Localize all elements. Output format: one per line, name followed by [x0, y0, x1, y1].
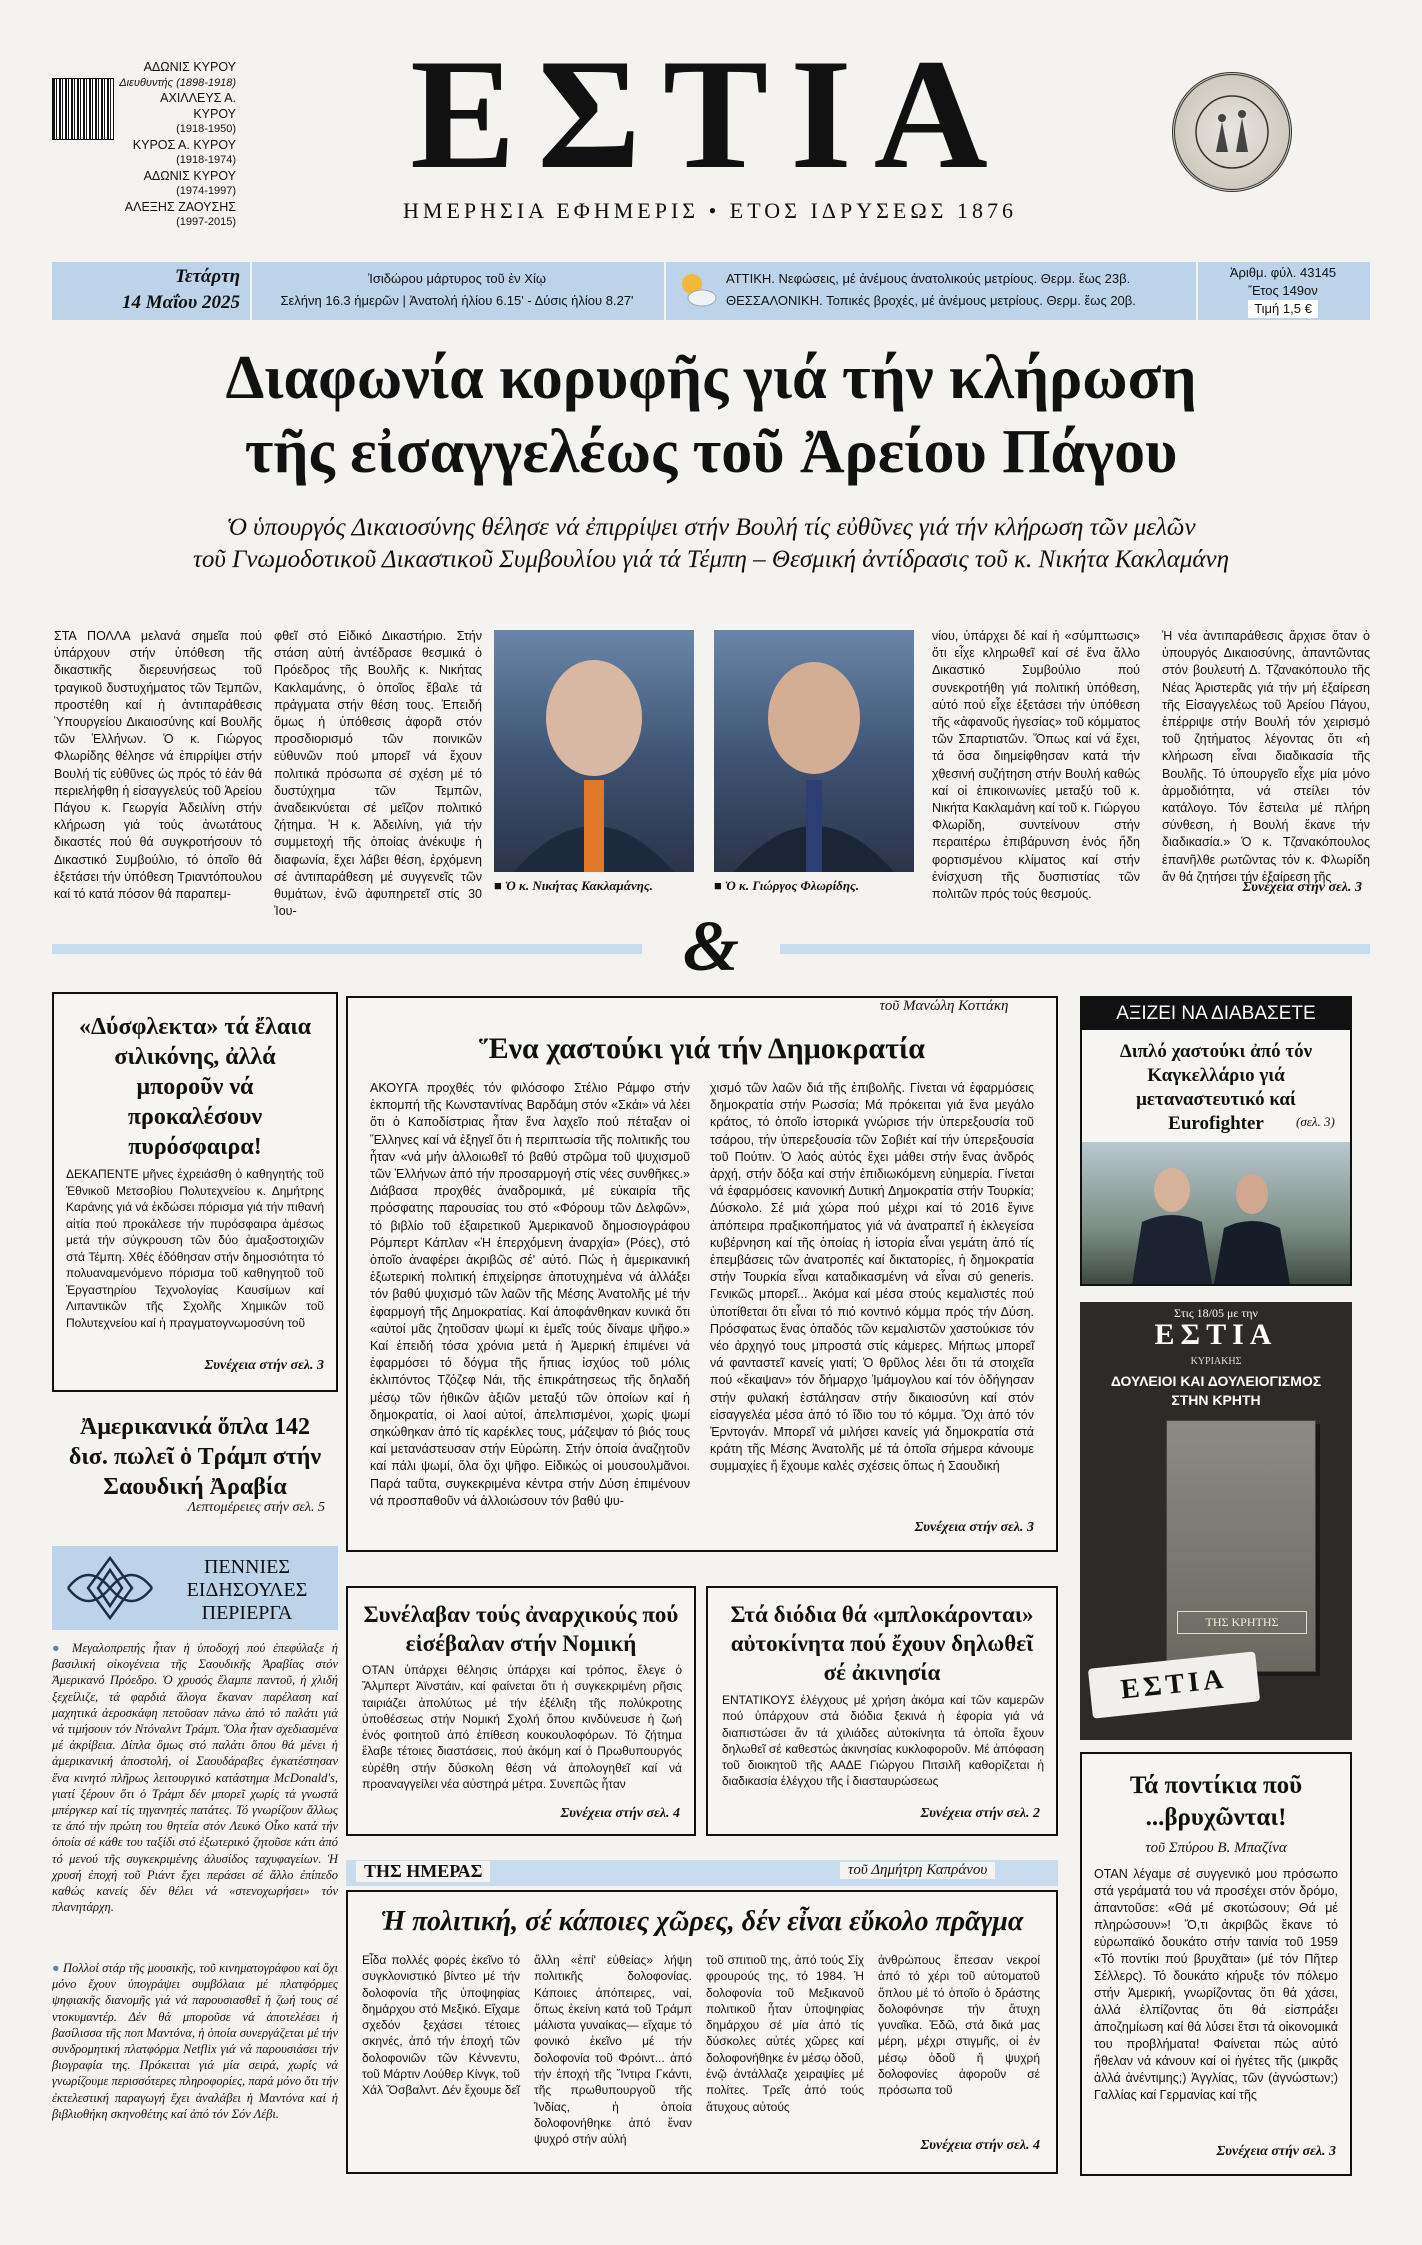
silicon-headline: «Δύσφλεκτα» τά ἔλαια σιλικόνης, ἀλλά μποροῦν νά προκαλέσουν πυρόσφαιρα!	[78, 1014, 312, 1160]
tolls-headline: Στά διόδια θά «μπλοκάρονται» αὐτοκίνητα πού ἔχουν δηλωθεῖ σέ ἀκινησία	[730, 1602, 1034, 1685]
tis-imeras-label: ΤΗΣ ΗΜΕΡΑΣ	[356, 1861, 490, 1882]
arms-headline: Ἀμερικανικά ὅπλα 142 δισ. πωλεῖ ὁ Τράμπ στήν Σαουδική Ἀραβία	[68, 1414, 322, 1500]
opinion-headline: Ἕνα χαστούκι γιά τήν Δημοκρατία	[478, 1032, 926, 1065]
pontikia-author: τοῦ Σπύρου Β. Μπαζίνα	[1145, 1840, 1287, 1856]
tis-imeras-col-3: τοῦ σπιτιοῦ της, ἀπό τούς Σίχ φρουρούς της, τό 1984. Ἡ δολοφονία τοῦ Μεξικανοῦ πολιτικοῦ ἦταν ὑποψηφίας δημάρχου σέ μία ἀπό τίς δύσκολες αὐτές χῶρες καί δολοφονήθηκε ἐν μέσῳ ὁδοῦ, ἐνῷ ἀντάλλαζε χειραψίες μέ πολίτες. Τρεῖς ἀπό τούς ἄτυχους αὐτούς	[706, 1953, 864, 2114]
date: 14 Μαΐου 2025	[122, 292, 240, 313]
masthead-subtitle: ΗΜΕΡΗΣΙΑ ΕΦΗΜΕΡΙΣ • ΕΤΟΣ ΙΔΡΥΣΕΩΣ 1876	[403, 198, 1017, 223]
lead-headline-2: τῆς εἰσαγγελέως τοῦ Ἀρείου Πάγου	[244, 418, 1178, 486]
weather-attiki: ΑΤΤΙΚΗ. Νεφώσεις, μέ ἀνέμους ἀνατολικούς μετρίους. Θερμ. ἕως 23β.	[726, 271, 1131, 286]
promo-paper: ΕΣΤΙΑ	[1154, 1318, 1278, 1351]
tis-imeras-col-4: ἀνθρώπους ἔπεσαν νεκροί ἀπό τό χέρι τοῦ αὐτοματοῦ ὅπλου μέ τό ὁποῖο ὁ δράστης δολοφόνησε τήν ἄτυχη γυναῖκα. Ἐδῶ, στά δικά μας μέρη, μέχρι στιγμῆς, οἱ ἐν μέσῳ ὁδοῦ ἤ ψυχρή δολοφονίες ἀφοροῦν σέ πρόσωπα τοῦ	[878, 1953, 1040, 2098]
promo-small: ΚΥΡΙΑΚΗΣ	[1190, 1356, 1242, 1367]
weather-icon	[676, 268, 720, 312]
lead-col-4: Ἡ νέα ἀντιπαράθεσις ἄρχισε ὅταν ὁ ὑπουργός Δικαιοσύνης, ἀπαντῶντας στόν βουλευτή Δ. Τζανακόπουλο τῆς Νέας Ἀριστερᾶς γιά τήν μή ἐξαίρεση τῆς Εἰσαγγελέως τοῦ Ἀρείου Πάγου, ἐπέρριψε στήν Βουλή τόν χειρισμό τοῦ ζητήματος λέγοντας ὅτι «ἡ κλήρωση εἶναι διαδικασία τῆς Βουλῆς. Τό ὑπουργεῖο εἶχε μία μόνο ἁρμοδιότητα, νά στείλει τόν κατάλογο. Τόν ἔστειλα μέ πλήρη σύνθεση, ἡ Βουλή ἔκανε τήν διαδικασία.» Ὁ κ. Τζανακόπουλος ἐπανῆλθε ρωτῶντας τόν κ. Φλωρίδη ἄν θά ζητήσει τήν ἐξαίρεση τῆς	[1162, 629, 1370, 884]
tolls-continued: Συνέχεια στήν σελ. 2	[920, 1806, 1040, 1821]
arms-continued: Λεπτομέρειες στήν σελ. 5	[187, 1500, 325, 1515]
seal-emblem	[1172, 72, 1292, 192]
pontikia-headline: Τά ποντίκια ποῦ ...βρυχῶνται!	[1129, 1772, 1303, 1831]
law-school-body: ΟΤΑΝ ὑπάρχει θέλησις ὑπάρχει καί τρόπος, ἔλεγε ὁ Ἄλμπερτ Ἀϊνστάιν, καί φαίνεται ὅτι ἡ συγκεκριμένη ρῆσις ταιριάζει ἀπολύτως μέ τήν ἐξέλιξη τῆς πολύκροτης ὑποθέσεως στήν Νομική Σχολή ὅπου κινδύνευσε ἡ ζωή ἑνός φοιτητοῦ ἀπό ἐπίθεση κουκουλοφόρων. Τό ζήτημα ἔλαβε τέτοιες διαστάσεις, πού ἀκόμη καί ὁ Πρωθυπουργός εὑρέθη στήν δύσκολη θέση νά ἀπολογηθεῖ καί νά προαναγγείλει νέα αὐστηρά μέτρα. Συνεπῶς ἦταν	[362, 1663, 682, 1792]
pontikia-continued: Συνέχεια στήν σελ. 3	[1216, 2144, 1336, 2159]
axizei-headline: Διπλό χαστούκι ἀπό τόν Καγκελλάριο γιά μεταναστευτικό καί Eurofighter	[1119, 1041, 1313, 1134]
law-school-headline: Συνέλαβαν τούς ἀναρχικούς πού εἰσέβαλαν στήν Νομική	[363, 1602, 679, 1656]
lead-col-3: νίου, ὑπάρχει δέ καί ἡ «σύμπτωσις» ὅτι εἶχε κληρωθεῖ καί σέ ἕνα ἄλλο Δικαστικό Συμβούλιο πού συνεκροτήθη γιά πολιτική ὑπόθεση, αὐτό πού εἶχε ἐξετάσει τήν ὑπόθεση τῆς «ἀφανοῦς ἠγεσίας» τοῦ κόμματος τῶν Σπαρτιατῶν. Ὅπως καί νά ἔχει, τά ὅσα διημείφθησαν κατά τήν χθεσινή συζήτηση στήν Βουλή καθώς καί οἱ ἐπικοινωνίες μεταξύ τοῦ κ. Νικήτα Κακλαμάνη καί τοῦ κ. Γιώργου Φλωρίδη, συντείνουν στήν περαιτέρω ἐπιβάρυνση ἑνός ἤδη φορτισμένου κλίματος καί στήν ἐνίσχυση τῆς δυσπιστίας τῶν πολιτῶν πρός τούς θεσμούς.	[932, 629, 1140, 902]
caption-kaklamanis: ■ Ὁ κ. Νικήτας Κακλαμάνης.	[494, 878, 653, 893]
day: Τετάρτη	[175, 266, 240, 287]
almanac: Ἰσιδώρου μάρτυρος τοῦ ἐν Χίῳ Σελήνη 16.3 ἡμερῶν | Ἀνατολή ἡλίου 6.15' - Δύσις ἡλίου 8.27'	[280, 271, 634, 308]
tis-imeras-headline: Ἡ πολιτική, σέ κάποιες χῶρες, δέν εἶναι εὔκολο πρᾶγμα	[380, 1906, 1024, 1937]
opinion-col-1: ΑΚΟΥΓΑ προχθές τόν φιλόσοφο Στέλιο Ράμφο στήν ἐκπομπή τῆς Κωνσταντίνας Βαρδάμη στόν «Σκάι» νά λέει ὅτι ὁ Καποδίστριας ἦταν ἕνα λαχεῖο πού πέταξαν οἱ Ἕλληνες καί νά ἐξηγεῖ ὅτι ἡ περιπτωσία τῆς πολιτικῆς του ἦταν «νά μήν ἀλλοιωθεῖ τό βαθύ στρῶμα τοῦ ψυχισμοῦ τῶν Ἑλλήνων ἀπό τήν προσαρμογή στίς νέες συνθῆκες.» Διάβασα προχθές ἀναδρομικά, μέ εὐκαιρία τῆς πρόσφατης παρουσίας του στό «Φόρουμ τῶν Δελφῶν», τό βιβλίο τοῦ ἐξαιρετικοῦ Ἀμερικανοῦ δημοσιογράφου Ρόμπερτ Κάπλαν «Ἡ ἐπερχόμενη ἀναρχία» (Ρόες), στό ὁποῖο ἀναφέρει ἀκριβῶς σέ' αὐτό. Πώς ἡ ἀμερικανική ἐξωτερική πολιτική ἐπιχείρησε ἀποτυχημένα νά ἀλλάξει τόν βαθύ ψυχισμό τῶν λαῶν τῆς Μέσης Ἀνατολῆς μέ τήν ἐφαρμογή τῆς Δημοκρατίας. Καί ἀποφάνθηκαν κυνικά ὅτι «αὐτοί μᾶς ζητοῦσαν ψωμί κι ἐμεῖς τούς δίναμε ψῆφο.» Καί ἐπειδή τόσα χρόνια μετά ἡ Ἀμερική ἐπιμένει νά ἐφαρμόσει τό δόγμα τῆς ἤπιας ἰσχύος τοῦ μόλις ἐκλιπόντος Τζόζεφ Νάι, τῆς ἐπικράτησεως τῆς δηλαδή μέσῳ τῶν ἠθικῶν ἀξιῶν μεταξύ τῶν ὁποίων καί ἡ δημοκρατία, οἱ λαοί αὐτοί, ἀπελπισμένοι, χωρίς ψωμί σηκώθηκαν ἀπό τίς καρέκλες τους, μάζεψαν τό βιός τους καί μετανάστευσαν στήν Εὐρώπη. Στήν ὁποία ἀναζητοῦν καί πάλι ψωμί, ὅλα ὅχι ψῆφο. Εἰδικώς οἱ μουσουλμᾶνοι. Παρά ταῦτα, συγκεκριμένα κέντρα στήν Δύση ἐπιμένουν νά προσπαθοῦν νά ἀλλοιώσουν τόν βαθύ ψυ-	[370, 1081, 690, 1508]
promo-book: ΤΗΣ ΚΡΗΤΗΣ	[1166, 1420, 1316, 1672]
caption-floridis: ■ Ὁ κ. Γιώργος Φλωρίδης.	[714, 878, 860, 893]
tis-imeras-continued: Συνέχεια στήν σελ. 4	[920, 2138, 1040, 2153]
divider-left	[52, 944, 642, 954]
lead-subhead: Ὁ ὑπουργός Δικαιοσύνης θέλησε νά ἐπιρρίψει στήν Βουλή τίς εὐθῦνες γιά τήν κλήρωση τῶν μελῶν τοῦ Γνωμοδοτικοῦ Δικαστικοῦ Συμβουλίου γιά τά Τέμπη – Θεσμική ἀντίδρασις τοῦ κ. Νικήτα Κακλαμάνη	[192, 514, 1230, 573]
tis-imeras-author: τοῦ Δημήτρη Καπράνου	[840, 1862, 995, 1879]
promo-banner: ΕΣΤΙΑ	[1088, 1651, 1260, 1718]
opinion-author: τοῦ Μανώλη Κοττάκη	[846, 998, 1042, 1015]
pennies-ornament-icon	[60, 1552, 160, 1624]
opinion-col-2: χισμό τῶν λαῶν διά τῆς ἐπιβολῆς. Γίνεται νά ἐφαρμόσεις δημοκρατία στήν Ρωσσία; Μά πρόκειται γιά ἕνα μεγάλο κράτος, τό ὁποῖο ἱστορικά γνώρισε τήν ὑπερεξουσία τοῦ τσάρου, τήν ὑπερεξουσία τῶν Σοβιέτ καί τήν ὑπερεξουσία τοῦ Πούτιν. Ὁ λαός αὐτός ἔχει μάθει στήν ἕνας ἀνδρός ἀρχή, στήν δόξα καί στήν ἐπιδιωκόμενη εὐημερία. Γίνεται νά ἐφαρμόσεις κανονική Δυτική Δημοκρατία στήν Τουρκία; Δύσκολο. Σέ μιά χώρα πού μέχρι καί τό 2016 ἔγινε ἀπόπειρα πραξικοπήματος γιά νά ἀνατραπεῖ ἡ ἐκλεγείσα κυβέρνηση καί τῆς ὁποίας ἡ ἱστορία εἶναι γεμάτη ἀπό τίς ἐπεμβάσεις τῶν ἀνατροπές καί δικτατορίες, ἡ δημοκρατία στήν Τουρκία εἶναι καταδικασμένη νά εἶναι σύ generis. Γενικῶς μπορεῖ... Ἀκόμα καί μέσα στούς κεμαλιστές πού ὑποτίθεται ὅτι εἶναι τό πιό κοντινό κόμμα πρός τήν Δύση. Πρόσφατως ἕνας ὀπαδός τῶν κεμαλιστῶν χαστούκισε τόν νέο ἀρχηγό τους μπροστά στίς κάμερες. Μήπως μπορεῖ νά φανταστεῖ κανείς γιατί; Ὁ θρῦλος λέει ὅτι τά στοιχεῖα πού «ἔκαψαν» τόν δήμαρχο Ἰμάμογλου καί τόν ὁδήγησαν στήν φυλακή ἐστάλησαν στήν δικαιοσύνη καί στόν εἰσαγγελέα μέσα ἀπό τό ἴδιο του τό κόμμα. Ὄχι ἀπό τόν Ἐρντογάν. Μπορεῖ νά μιλήσει κανείς γιά δημοκρατία στά κράτη τῆς Μέσης Ἀνατολῆς μέ τά ὁποῖα σήμερα κάνουμε συμμαχίες ἤ ἔχουμε καλές σχέσεις ὅπως ἡ Σαουδική	[710, 1081, 1034, 1474]
pennies-item-2: ● Πολλοί στάρ τῆς μουσικῆς, τοῦ κινηματογράφου καί ὅχι μόνο ἔχουν ὑπογράψει συμβόλαια μέ πλατφόρμες ψηφιακῆς διανομῆς γιά νά παρουσιασθεῖ ἡ ζωή τους σέ ντοκυμαντέρ. Δέν θά μποροῦσε νά ἀποτελέσει ἡ βασίλισσα τῆς ποπ Μαντόνα, ἡ ὁποία συνεργάζεται μέ τήν συνδρομητική πλατφόρμα Netflix γιά νά παρουσιάσει τήν βιογραφία της. Πρόκειται γιά μία σειρά, χωρίς νά γνωρίζουμε περισσότερες πληροφορίες, παρά μόνο ὅτι τήν ἐκτελεστική παραγωγή ἔχει ἀναλάβει ἡ Μαντόνα καί ἡ βιβλιοθήκη σκηνοθέτης καί ἀπό τόν Σόν Λέβι.	[52, 1961, 338, 2121]
ampersand: &	[682, 906, 739, 986]
axizei-photo	[1082, 1142, 1350, 1284]
barcode	[52, 78, 114, 140]
founders-list: ΑΔΩΝΙΣ ΚΥΡΟΥ Διευθυντής (1898-1918) ΑΧΙΛΛΕΥΣ Α. ΚΥΡΟΥ (1918-1950) ΚΥΡΟΣ Α. ΚΥΡΟΥ (1918-1974) ΑΔΩΝΙΣ ΚΥΡΟΥ (1974-1997) ΑΛΕΞΗΣ ΖΑΟΥΣΗΣ (1997-2015)	[119, 60, 236, 228]
pennies-label: ΠΕΝΝΙΕΣ ΕΙΔΗΣΟΥΛΕΣ ΠΕΡΙΕΡΓΑ	[186, 1556, 308, 1624]
photo-kaklamanis	[494, 630, 694, 872]
price: Τιμή 1,5 €	[1248, 300, 1318, 318]
axizei-page: (σελ. 3)	[1296, 1114, 1335, 1129]
silicon-body: ΔΕΚΑΠΕΝΤΕ μῆνες ἐχρειάσθη ὁ καθηγητής τοῦ Ἐθνικοῦ Μετσοβίου Πολυτεχνείου κ. Δημήτρης Καράνης γιά νά ἐκδώσει πόρισμα γιά τήν πιθανή αἰτία πού προκάλεσε τήν πυρόσφαιρα ἀμέσως μετά τήν σύγκρουση τῶν δύο ἁμαξοστοιχιῶν στά Τέμπη. Χθές ἐδόθησαν στήν δημοσιότητα τό πολυαναμενόμενο πόρισμα τοῦ καθηγητοῦ τοῦ Ἐργαστηρίου Τεχνολογίας Καυσίμων καί Λιπαντικῶν τῆς Σχολῆς Χημικῶν τοῦ Πολυτεχνείου καί ἡ πραγματογνωμοσύνη τοῦ	[66, 1167, 324, 1330]
lead-col-1: ΣΤΑ ΠΟΛΛΑ μελανά σημεῖα πού ὑπάρχουν στήν ὑπόθεση τῆς δικαστικῆς διερευνήσεως τοῦ τραγικοῦ δυστυχήματος τῶν Τεμπῶν, προστέθη καί ἡ ἀντιπαράθεσις Ὑπουργείου Δικαιοσύνης καί Βουλῆς τῶν Ἑλλήνων. Ὁ κ. Γιώργος Φλωρίδης θέλησε νά ἐπιρρίψει στήν Βουλή τίς εὐθῦνες ὡς πρός τό ἐάν θά περιελήφθη ἡ εἰσαγγελεύς τοῦ Ἀρείου Πάγου κ. Γεωργία Ἀδειλίνη στήν κλήρωση γιά τούς ἀνωτάτους δικαστές πού θά συγκροτήσουν τό Δικαστικό Συμβούλιο, τό ὁποῖο θά ἐξετάσει τήν ὑπόθεση Τριαντόπουλου καί τό κατά πόσον θά παραπεμ-	[54, 629, 262, 902]
pennies-item-1: ● Μεγαλοπρεπής ἦταν ἡ ὑποδοχή πού ἐπεφύλαξε ἡ βασιλική οἰκογένεια τῆς Σαουδικῆς Ἀραβίας στόν Ἀμερικανό Πρόεδρο. Ὁ χρυσός ἔλαμπε παντοῦ, ἡ χλιδή ξεχείλιζε, τά φαρδιά ἄλογα ἔκαναν παρέλαση καί μαχητικά ἀεροσκάφη πετοῦσαν πάνω ἀπό τό παλάτι γιά νά τιμήσουν τόν Ντόναλντ Τράμπ. Ὅλα ἦταν σχεδιασμένα μέ ἀκρίβεια. Δίπλα ὅμως στό παλάτι ὅπου θά μένει ἡ ἀμερικανική ἀποστολή, οἱ Σαουδάραβες ἐγκατέστησαν ἕνα κινητό πλῆρως λειτουργικό κατάστημα McDonald's, γιατί ξέρουν ὅτι ὁ Τράμπ δέν μπορεῖ χωρίς τά γνωστά μπέργκερ καί τίς τηγανητές πατάτες. Τό γνωρίζουν ἄλλως τε ἀπό τήν πρώτη του θητεία στόν Λευκό Οἶκο κατά τήν ὁποία σέ κάθε του ταξίδι στό ἐξωτερικό ζητοῦσε κάτι ἀπό τό μενού τῆς συγκεκριμένης ἁλυσίδος ταχυφαγείων. Ἡ χρυσή ἐποχή τοῦ Ριάντ ἔχει περάσει σέ ἄλλο ἐπίπεδο καθώς κανείς δέν θέλει νά «στενοχωρήσει» τόν πλανητάρχη.	[52, 1641, 338, 1915]
law-school-continued: Συνέχεια στήν σελ. 4	[560, 1806, 680, 1821]
promo-top: Στις 18/05 με την	[1174, 1306, 1258, 1320]
lead-continued: Συνέχεια στήν σελ. 3	[1242, 880, 1362, 895]
date-block	[60, 264, 240, 316]
tis-imeras-col-2: ἄλλη «ἐπί' εὐθείας» λήψη πολιτικῆς δολοφονίας. Κάποιες ἀπόπειρες, ναί, ὅπως ἐκείνη κατά τοῦ Τράμπ μάλιστα γυναίκας— εἴχαμε τό φονικό ἐκεῖνο μέ τήν δολοφονία τοῦ Φρόιντ... ἀπό τήν ἐποχή τῆς Ἴντιρα Γκάντι, τῆς πρωθυπουργοῦ τῆς Ἰνδίας, ἡ ὁποία δολοφονήθηκε ἀπό ἕναν ψυχρό στήν αὐλή	[534, 1953, 692, 2147]
silicon-continued: Συνέχεια στήν σελ. 3	[204, 1358, 324, 1373]
axizei-label: ΑΞΙΖΕΙ ΝΑ ΔΙΑΒΑΣΕΤΕ	[1082, 998, 1350, 1030]
tolls-body: ΕΝΤΑΤΙΚΟΥΣ ἐλέγχους μέ χρήση ἀκόμα καί τῶν καμερῶν πού ὑπάρχουν στά διόδια ξεκινά ἡ ἐφορία γιά νά διαπιστώσει ἄν τά χιλιάδες αὐτοκίνητα τά ὁποῖα ἔχουν δηλωθεῖ σέ καθεστώς ἀκινησίας κυκλοφοροῦν. Μέ ἀπόφαση τοῦ διοικητοῦ τῆς ΑΑΔΕ Γιώργου Πιτσιλῆ καθορίζεται ἡ διαδικασία ἐλέγχου τῆς ἰ διασταυρώσεως	[722, 1693, 1044, 1789]
issue-info: Ἀριθμ. φύλ. 43145 Ἔτος 149ον Τιμή 1,5 €	[1229, 265, 1337, 316]
lead-col-2: φθεῖ στό Εἰδικό Δικαστήριο. Στήν στάση αὐτή ἀντέδρασε θεσμικά ὁ Πρόεδρος τῆς Βουλῆς κ. Νικήτας Κακλαμάνης, ὁ ὁποῖος ἔβαλε τά πράγματα στήν θέση τους. Ἐπειδή ὅμως ἡ ὑπόθεσις ἀφορᾶ στόν προσδιορισμό τῶν ποινικῶν εὐθυνῶν πού μπορεῖ νά ἔχουν πολιτικά πρόσωπα σέ σχέση μέ τό δυστύχημα τῶν Τεμπῶν, ἀναδεικνύεται σέ μεῖζον πολιτικό ζήτημα. Ἡ κ. Ἀδειλίνη, γιά τήν συμμετοχή τῆς ὁποίας ἀνέκυψε ἡ διαφωνία, ἔχει λάβει θέση, ἐρχόμενη σέ ἀντιπαράθεση μέ συγγενεῖς τῶν θυμάτων, ἐνῶ ἀφυπηρετεῖ στίς 30 Ἰου-	[274, 629, 482, 919]
masthead-title: ΕΣΤΙΑ	[410, 27, 1010, 202]
photo-floridis	[714, 630, 914, 872]
promo-title: ΔΟΥΛΕΙΟΙ ΚΑΙ ΔΟΥΛΕΙΟΓΙΣΜΟΣ ΣΤΗΝ ΚΡΗΤΗ	[1110, 1373, 1322, 1408]
divider-right	[780, 944, 1370, 954]
lead-headline-1: Διαφωνία κορυφῆς γιά τήν κλήρωση	[225, 344, 1197, 412]
pontikia-body: ΟΤΑΝ λέγαμε σέ συγγενικό μου πρόσωπο στά γεράματά του νά προσέχει στόν δρόμο, ἀπαντοῦσε: «Θά μέ σκοτώσουν; Θά μέ πληρώσουν»! Ὅ,τι ἀκριβῶς ἔκανε τό εὐρωπαϊκό δουκάτο στήν ταινία τοῦ 1959 «Τό ποντίκι πού βρυχᾶται» (μέ τόν Πῆτερ Σέλλερς). Τό δουκάτο κήρυξε τόν πόλεμο στήν Ἀμερική, γνωρίζοντας ὅτι θά χάσει, ἀλλά ἐλπίζοντας ὅτι θά εἰσπράξει ἀποζημίωση καί θά λύσει ἔτσι τά οἰκονομικά του προβλήματα! Φαίνεται πώς αὐτό ἤθελαν νά κάνουν καί οἱ ἡγέτες τῆς (μικρᾶς ἀλλά ἀνέντιμης;) Ἀγγλίας, τῶν (ἀγνώστων;) Γαλλίας καί Γερμανίας καί τῆς	[1094, 1867, 1338, 2102]
tis-imeras-col-1: Εἶδα πολλές φορές ἐκεῖνο τό συγκλονιστικό βίντεο μέ τήν δολοφονία τῆς ὑποψηφίας δημάρχου στό Μεξικό. Εἴχαμε σχεδόν ξεχάσει τέτοιες σκηνές, ἀπό τήν ἐποχή τῶν δολοφονιῶν τῶν Κέννεντυ, τοῦ Μάρτιν Λούθερ Κίνγκ, τοῦ Χάλ Ὄσβαλντ. Δέν ἔχουμε δεῖ	[362, 1953, 520, 2098]
seal-figures-icon	[1192, 92, 1272, 172]
opinion-continued: Συνέχεια στήν σελ. 3	[914, 1520, 1034, 1535]
weather-thess: ΘΕΣΣΑΛΟΝΙΚΗ. Τοπικές βροχές, μέ ἀνέμους μετρίους. Θερμ. ἕως 20β.	[726, 293, 1136, 308]
weather	[726, 268, 1196, 312]
